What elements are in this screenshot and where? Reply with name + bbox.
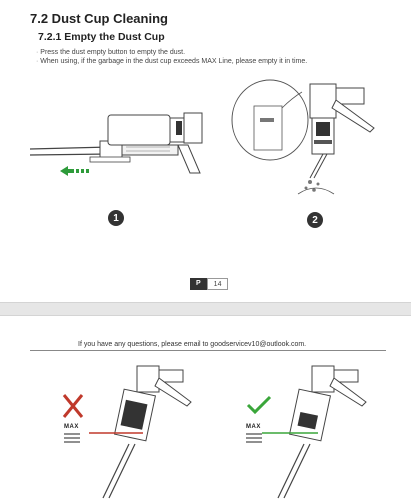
cross-icon	[62, 393, 84, 419]
max-label-wrong: MAX	[64, 424, 79, 430]
vacuum-normal-illustration	[270, 362, 370, 500]
max-line-marks-right	[246, 432, 262, 444]
dust-empty-illustration	[228, 78, 378, 198]
page-number-badge	[190, 278, 228, 290]
step-two-marker: 2	[307, 212, 323, 228]
page-number: 14	[207, 278, 229, 290]
page-separator	[0, 302, 411, 316]
instruction-list	[36, 48, 307, 66]
section-title: 7.2 Dust Cup Cleaning	[30, 11, 168, 26]
page-prefix: P	[190, 278, 207, 290]
check-icon	[246, 395, 272, 415]
step-one-marker: 1	[108, 210, 124, 226]
arrow-left-icon	[60, 166, 92, 176]
contact-text: If you have any questions, please email to goodservicev10@outlook.com.	[78, 341, 307, 348]
instruction-step: · Press the dust empty button to empty the dust.	[36, 48, 307, 57]
subsection-title: 7.2.1 Empty the Dust Cup	[38, 31, 165, 43]
max-line-marks-wrong	[64, 432, 80, 444]
max-label-right: MAX	[246, 424, 261, 430]
header-rule	[30, 350, 386, 351]
instruction-step: · When using, if the garbage in the dust cup exceeds MAX Line, please empty it in time.	[36, 57, 307, 66]
vacuum-side-illustration	[30, 105, 220, 185]
vacuum-overfilled-illustration	[95, 362, 195, 500]
